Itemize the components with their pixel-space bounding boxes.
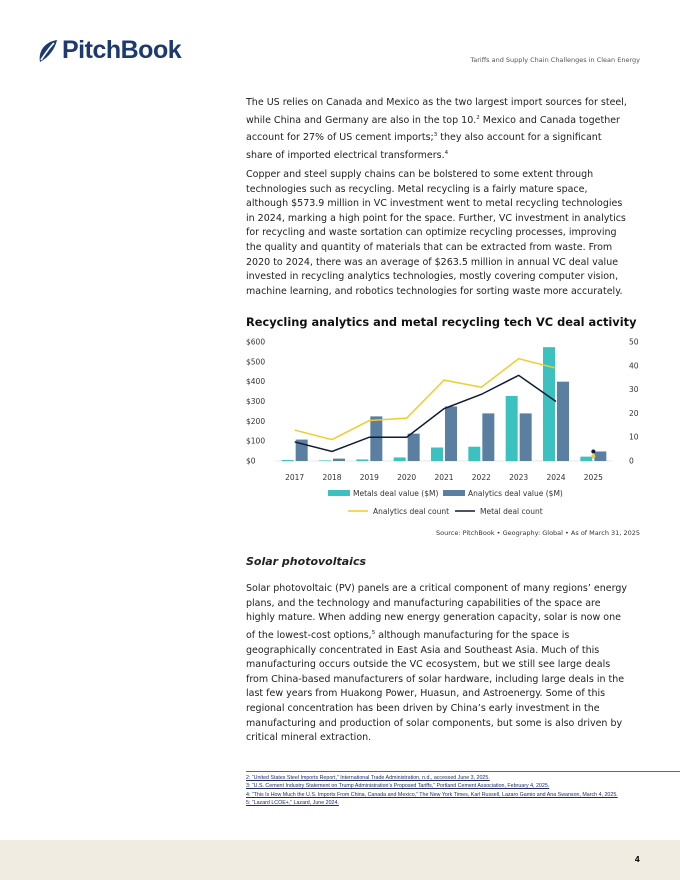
y-left-tick-label: $500 [246, 357, 266, 367]
bar-analytics-2021 [445, 406, 457, 461]
y-left-tick-label: $0 [246, 456, 256, 466]
paragraph-text: although manufacturing for the space is geographically concentrated in East Asia and Southeast Asia. Much of this manufacturing occurs outside the VC ecosystem, but we still see large deals from China-based manufacturers of solar hardware, including large deals in the last few years from Huakong Power, Huasun, and Astroenergy. Some of this regional concentration has been driven by China’s early investment in the manufacturing and production of solar components, but some is also driven by critical mineral extraction. [246, 629, 625, 744]
source-line: Source: PitchBook • Geography: Global • As of March 31, 2025 [436, 529, 640, 537]
bar-metals-2017 [282, 460, 294, 461]
x-tick-label: 2023 [509, 473, 529, 482]
bar-analytics-2019 [370, 416, 382, 461]
y-left-tick-label: $100 [246, 436, 266, 446]
section-heading: Solar photovoltaics [246, 555, 367, 568]
bar-analytics-2018 [333, 459, 345, 461]
bar-analytics-2023 [520, 413, 532, 461]
y-right-tick-label: 10 [629, 432, 639, 442]
pitchbook-logo [36, 36, 181, 65]
footnote-ref: 5 [371, 629, 376, 636]
bar-metals-2025 [580, 457, 592, 461]
y-right-tick-label: 50 [629, 337, 639, 347]
y-left-tick-label: $200 [246, 416, 266, 426]
bar-metals-2024 [543, 347, 555, 461]
x-tick-label: 2020 [397, 473, 417, 482]
report-title: Tariffs and Supply Chain Challenges in Clean Energy [470, 56, 640, 64]
footnote-4[interactable]: 4: “This Is How Much the U.S. Imports From China, Canada and Mexico,” The New York Times, Karl Russell, Lazaro Gamio and Ana Swanson, March 4, 2025. [246, 791, 618, 798]
y-right-tick-label: 20 [629, 408, 639, 418]
body-paragraph-3 [246, 582, 630, 746]
y-left-tick-label: $400 [246, 377, 266, 387]
legend-label: Metal deal count [480, 507, 543, 516]
footnote-divider [246, 771, 680, 772]
paragraph-text: Mexico and Canada together account for 27% of US cement imports; [246, 114, 620, 144]
bar-metals-2018 [319, 460, 331, 461]
analytics-count-point-2025 [591, 454, 595, 458]
footnotes [246, 774, 626, 808]
x-tick-label: 2024 [546, 473, 566, 482]
bar-analytics-2022 [482, 413, 494, 461]
paragraph-text: they also account for a significant share of imported electrical transformers. [246, 132, 602, 162]
footnote-5[interactable]: 5: “Lazard LCOE+,” Lazard, June 2024. [246, 800, 339, 807]
chart-title: Recycling analytics and metal recycling tech VC deal activity [246, 315, 637, 329]
body-paragraph-1 [246, 96, 630, 164]
footnote-ref: 3 [433, 132, 438, 139]
body-paragraph-2: Copper and steel supply chains can be bolstered to some extent through technologies such as recycling. Metal recycling is a fairly mature space, although $573.9 million in VC investment went to metal recycling technologies in 2024, marking a high point for the space. Further, VC investment in analytics for recycling and waste sortation can optimize recycling processes, improving the quality and quantity of materials that can be extracted from waste. From 2020 to 2024, there was an average of $263.5 million in annual VC deal value invested in recycling analytics technologies, mostly covering computer vision, machine learning, and robotics technologies for sorting waste more accurately. [246, 169, 626, 297]
footnote-ref: 4 [444, 150, 449, 157]
y-left-tick-label: $300 [246, 397, 266, 406]
legend-label: Analytics deal value ($M) [468, 489, 563, 498]
y-left-tick-label: $600 [246, 337, 266, 347]
bar-metals-2023 [506, 396, 518, 461]
bar-analytics-2025 [594, 451, 606, 461]
y-right-tick-label: 30 [629, 385, 639, 395]
x-tick-label: 2019 [359, 473, 379, 482]
bar-analytics-2024 [557, 382, 569, 461]
legend-swatch [328, 490, 350, 496]
bar-metals-2020 [394, 457, 406, 461]
logo-text: PitchBook [62, 36, 182, 64]
x-tick-label: 2022 [471, 473, 491, 482]
page-number: 4 [634, 855, 640, 864]
footnote-ref: 2 [476, 114, 480, 121]
metal-count-point-2025 [591, 449, 595, 453]
footnote-3[interactable]: 3: “U.S. Cement Industry Statement on Trump Administration’s Proposed Tariffs,” Portland Cement Association, February 4, 2025. [246, 783, 550, 790]
bar-metals-2021 [431, 448, 443, 461]
y-right-tick-label: 40 [629, 361, 639, 371]
footnote-2[interactable]: 2: “United States Steel Imports Report,” International Trade Administration, n.d., accessed June 3, 2025. [246, 775, 490, 781]
legend-label: Analytics deal count [373, 507, 450, 516]
bar-metals-2022 [468, 447, 480, 461]
leaf-logo-icon [36, 38, 60, 64]
x-tick-label: 2018 [322, 473, 342, 482]
deal-activity-chart [240, 334, 650, 524]
bar-metals-2019 [356, 459, 368, 461]
bar-analytics-2020 [408, 434, 420, 461]
page-footer [0, 840, 680, 880]
legend-label: Metals deal value ($M) [353, 489, 439, 498]
paragraph-text: Solar photovoltaic (PV) panels are a critical component of many regions’ energy plans, and the technology and manufacturing capabilities of the space are highly mature. When adding new energy generation capacity, solar is now one of the lowest-cost options, [246, 583, 627, 641]
paragraph-text: The US relies on Canada and Mexico as the two largest import sources for steel, while China and Germany are also in the top 10. [246, 97, 627, 126]
x-tick-label: 2021 [434, 473, 454, 482]
legend-swatch [443, 490, 465, 496]
y-right-tick-label: 0 [629, 456, 634, 466]
x-tick-label: 2017 [285, 473, 305, 482]
x-tick-label: 2025 [583, 473, 603, 482]
